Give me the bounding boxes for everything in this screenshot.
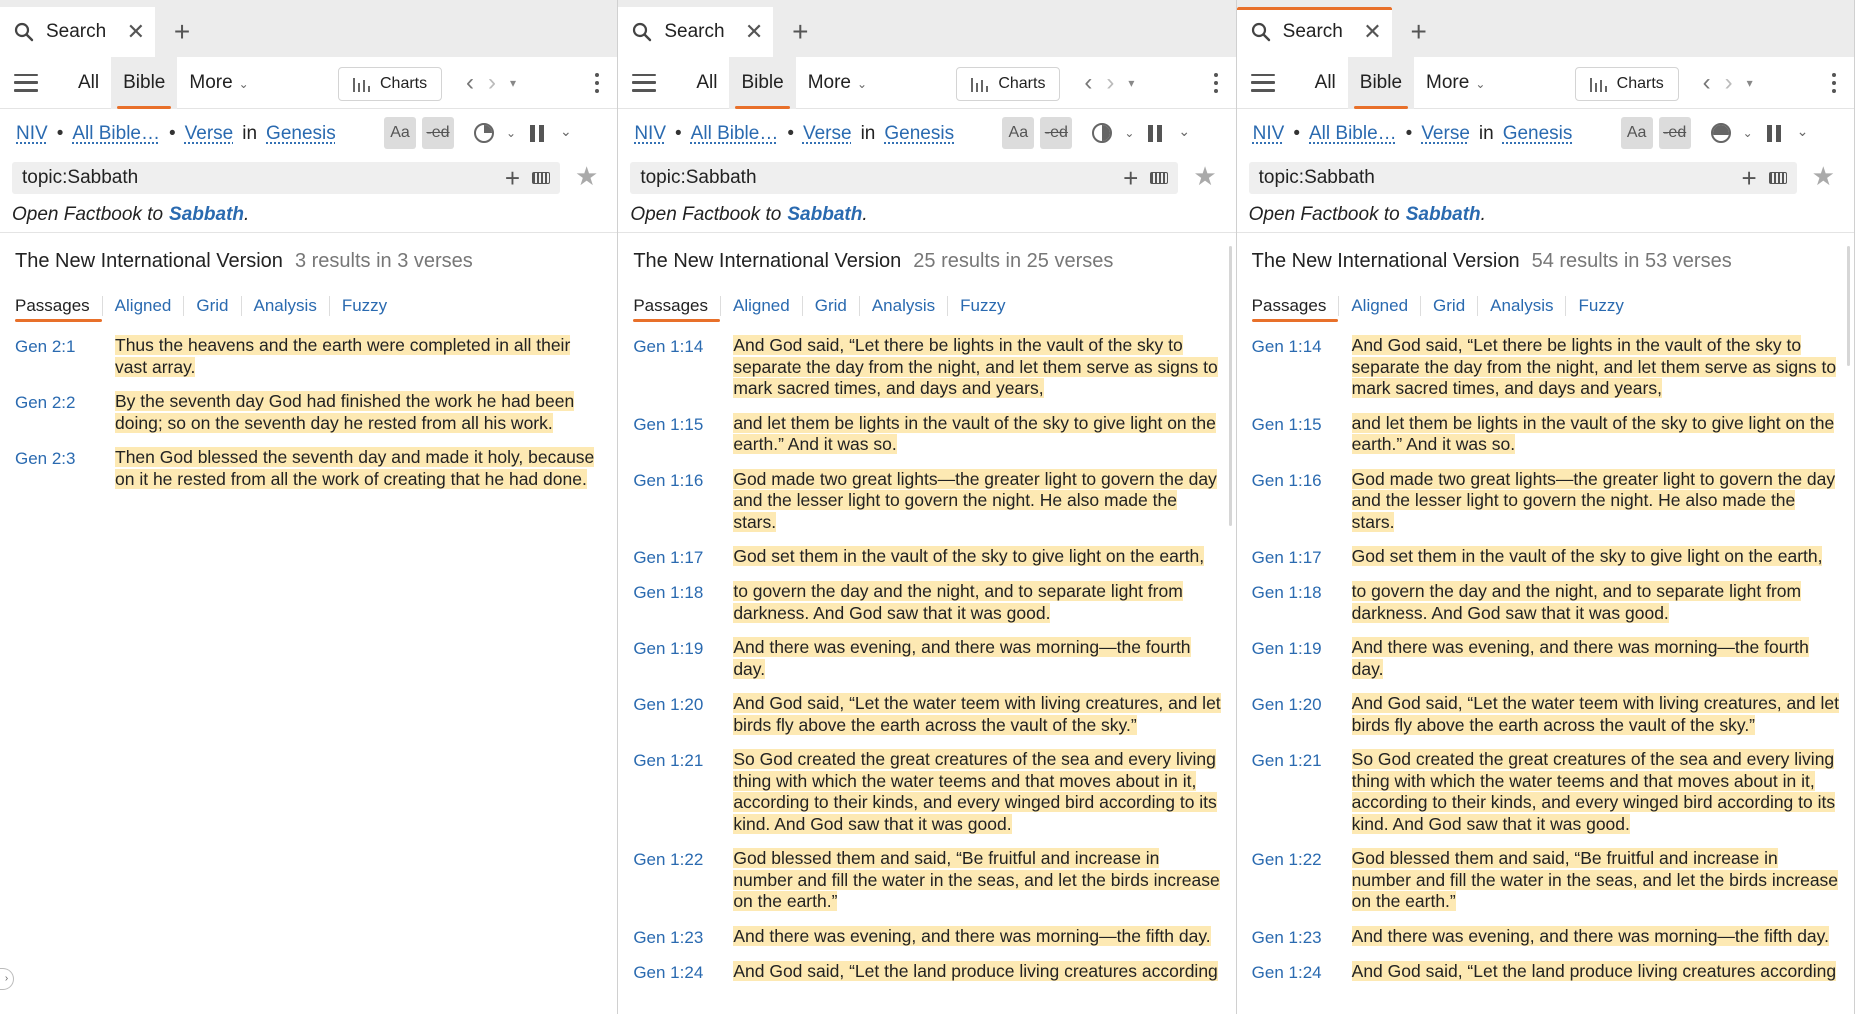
tab-bar xyxy=(1237,0,1854,57)
verse-highlight[interactable]: God made two great lights—the greater light to govern the day and the lesser light to govern the night. He also made the stars. xyxy=(1351,468,1836,532)
verse-highlight[interactable]: By the seventh day God had finished the work he had been doing; so on the seventh day he rested from all his work. xyxy=(115,391,575,433)
view-tab-passages[interactable]: Passages xyxy=(15,296,102,316)
result-row xyxy=(15,447,609,490)
history-dropdown-icon[interactable]: ▾ xyxy=(1128,76,1135,90)
results-header xyxy=(618,233,1235,285)
result-row xyxy=(633,413,1227,456)
history-dropdown-icon[interactable]: ▾ xyxy=(510,76,517,90)
add-icon[interactable]: + xyxy=(1741,163,1757,193)
in-label: in xyxy=(1478,123,1494,144)
pause-icon[interactable] xyxy=(1767,125,1781,142)
verse-reference-link[interactable]: Gen 1:15 xyxy=(1251,414,1322,434)
view-tab-fuzzy[interactable]: Fuzzy xyxy=(1565,296,1635,316)
verse-highlight[interactable]: And there was evening, and there was morning—the fifth day. xyxy=(733,925,1211,946)
verse-reference-link[interactable]: Gen 1:24 xyxy=(1251,962,1322,982)
search-row xyxy=(1237,159,1854,197)
factbook-topic-link[interactable]: Sabbath xyxy=(787,203,863,225)
pause-icon[interactable] xyxy=(1148,125,1162,142)
verse-reference-link[interactable]: Gen 2:2 xyxy=(15,393,76,412)
search-icon xyxy=(14,22,34,42)
nav-bible[interactable]: Bible xyxy=(111,57,177,109)
unit-link[interactable]: Verse xyxy=(184,123,234,144)
bar-chart-icon xyxy=(353,76,370,92)
verse-text xyxy=(1352,469,1846,534)
verse-text xyxy=(115,335,609,378)
results-count: 54 results in 53 verses xyxy=(1531,250,1732,272)
collection-link[interactable]: All Bible… xyxy=(690,123,779,144)
verse-text xyxy=(733,413,1227,456)
nav-more[interactable] xyxy=(796,57,879,109)
unit-link[interactable]: Verse xyxy=(1421,123,1470,144)
result-row xyxy=(1252,413,1846,456)
verse-text xyxy=(1352,546,1846,568)
verse-reference-link[interactable]: Gen 1:18 xyxy=(633,583,704,602)
result-row xyxy=(1252,546,1846,568)
charts-button[interactable] xyxy=(338,67,442,101)
pause-icon[interactable] xyxy=(530,125,544,142)
verse-text xyxy=(733,848,1227,913)
pie-chart-icon[interactable] xyxy=(474,123,494,143)
version-link[interactable]: NIV xyxy=(1252,123,1285,144)
factbook-topic-link[interactable]: Sabbath xyxy=(1405,203,1481,225)
search-input[interactable] xyxy=(12,162,560,194)
verse-reference-link[interactable]: Gen 1:17 xyxy=(1251,548,1322,567)
verse-reference-link[interactable]: Gen 1:18 xyxy=(1251,583,1322,602)
verse-text xyxy=(115,391,609,434)
verse-text xyxy=(733,335,1227,400)
search-scope xyxy=(1237,109,1854,159)
result-row xyxy=(1252,469,1846,534)
close-icon[interactable]: ✕ xyxy=(1363,19,1382,44)
result-row xyxy=(633,693,1227,736)
results-count: 25 results in 25 verses xyxy=(913,250,1114,272)
history-nav xyxy=(1703,57,1753,109)
verse-reference-link[interactable]: Gen 2:3 xyxy=(15,449,76,468)
verse-reference-link[interactable]: Gen 1:21 xyxy=(1251,751,1322,770)
bullet-separator: • xyxy=(1405,123,1413,144)
new-tab-button[interactable]: + xyxy=(173,16,191,47)
verse-highlight[interactable]: And God said, “Let the land produce living creatures according xyxy=(1351,960,1837,981)
result-row xyxy=(633,546,1227,568)
view-tab-analysis[interactable]: Analysis xyxy=(859,296,947,316)
result-row xyxy=(633,637,1227,680)
pie-chart-icon[interactable] xyxy=(1092,123,1112,143)
add-icon[interactable]: + xyxy=(1123,163,1139,193)
factbook-topic-link[interactable]: Sabbath xyxy=(169,203,244,225)
view-tab-aligned[interactable]: Aligned xyxy=(720,296,802,316)
nav-all[interactable]: All xyxy=(1314,71,1336,93)
back-icon[interactable]: ‹ xyxy=(466,69,474,96)
results-header xyxy=(0,233,617,285)
chevron-down-icon: ⌄ xyxy=(1475,76,1486,91)
match-case-toggle[interactable]: Aa xyxy=(1621,117,1653,149)
add-icon[interactable]: + xyxy=(504,163,520,193)
verse-reference-link[interactable]: Gen 1:23 xyxy=(633,927,704,947)
menu-icon[interactable] xyxy=(632,74,656,92)
nav-bible[interactable]: Bible xyxy=(1348,57,1414,109)
result-row xyxy=(633,749,1227,835)
factbook-prefix: Open Factbook to xyxy=(12,203,164,225)
result-row xyxy=(633,581,1227,624)
verse-highlight[interactable]: to govern the day and the night, and to separate light from darkness. And God saw that it was good. xyxy=(733,581,1183,623)
result-row xyxy=(633,848,1227,913)
verse-text xyxy=(733,581,1227,624)
verse-highlight[interactable]: God blessed them and said, “Be fruitful and increase in number and fill the water in the seas, and let the birds increase on the earth.” xyxy=(733,848,1220,911)
factbook-suggestion xyxy=(0,197,617,233)
verse-highlight[interactable]: And God said, “Let the land produce living creatures according xyxy=(733,960,1218,981)
verse-text xyxy=(733,546,1227,568)
chevron-down-icon[interactable]: ⌄ xyxy=(1178,123,1191,139)
more-options-icon[interactable] xyxy=(1214,73,1218,93)
verse-text xyxy=(733,926,1227,948)
verse-text xyxy=(1352,413,1846,456)
chevron-down-icon[interactable]: ⌄ xyxy=(1796,123,1809,139)
nav-all[interactable]: All xyxy=(78,71,100,93)
verse-text xyxy=(1352,581,1846,624)
results-count: 3 results in 3 verses xyxy=(294,250,473,272)
close-icon[interactable]: ✕ xyxy=(126,19,145,44)
match-case-toggle[interactable]: Aa xyxy=(1002,117,1034,149)
result-row xyxy=(633,469,1227,534)
view-tab-passages[interactable]: Passages xyxy=(633,296,720,316)
view-tab-grid[interactable]: Grid xyxy=(183,296,240,316)
verse-highlight[interactable]: Thus the heavens and the earth were completed in all their vast array. xyxy=(115,335,571,377)
version-title: The New International Version xyxy=(15,250,283,272)
tab-bar xyxy=(618,0,1235,57)
verse-reference-link[interactable]: Gen 1:21 xyxy=(633,751,704,770)
verse-highlight[interactable]: God blessed them and said, “Be fruitful and increase in number and fill the water in the seas, and let the birds increase on the earth.” xyxy=(1351,848,1839,911)
collection-link[interactable]: All Bible… xyxy=(1309,123,1397,144)
verse-highlight[interactable]: Then God blessed the seventh day and made it holy, because on it he rested from all the work of creating that he had done. xyxy=(115,447,595,489)
keyboard-icon[interactable] xyxy=(1150,172,1168,184)
result-row xyxy=(1252,926,1846,948)
close-icon[interactable]: ✕ xyxy=(744,19,764,44)
charts-label: Charts xyxy=(998,75,1046,92)
verse-highlight[interactable]: and let them be lights in the vault of the sky to give light on the earth.” And it was so. xyxy=(1351,412,1835,454)
factbook-suffix: . xyxy=(862,203,868,225)
history-dropdown-icon[interactable]: ▾ xyxy=(1746,76,1753,90)
keyboard-icon[interactable] xyxy=(532,172,550,184)
verse-highlight[interactable]: and let them be lights in the vault of the sky to give light on the earth.” And it was so. xyxy=(733,412,1216,454)
result-row xyxy=(1252,693,1846,736)
bullet-separator: • xyxy=(56,123,64,144)
result-row xyxy=(633,926,1227,948)
verse-reference-link[interactable]: Gen 1:16 xyxy=(1251,470,1322,490)
verse-text xyxy=(1352,749,1846,835)
search-icon xyxy=(632,22,652,42)
verse-reference-link[interactable]: Gen 1:22 xyxy=(1251,850,1322,869)
bullet-separator: • xyxy=(1293,123,1300,144)
star-icon[interactable]: ★ xyxy=(575,161,599,191)
result-row xyxy=(1252,581,1846,624)
in-label: in xyxy=(860,123,876,144)
verse-text xyxy=(1352,848,1846,913)
view-tab-fuzzy[interactable]: Fuzzy xyxy=(329,296,399,316)
in-label: in xyxy=(242,123,258,144)
view-tab-fuzzy[interactable]: Fuzzy xyxy=(947,296,1017,316)
verse-highlight[interactable]: God made two great lights—the greater light to govern the day and the lesser light to govern the night. He also made the stars. xyxy=(733,468,1217,532)
result-row xyxy=(633,961,1227,983)
nav-bible[interactable]: Bible xyxy=(729,57,795,109)
toolbar xyxy=(1237,57,1854,109)
back-icon[interactable]: ‹ xyxy=(1702,69,1711,96)
view-tabs xyxy=(0,285,617,327)
factbook-suggestion xyxy=(618,197,1235,233)
results-list xyxy=(0,327,617,490)
tab-title: Search xyxy=(664,21,725,42)
charts-button[interactable] xyxy=(1575,67,1679,101)
chevron-down-icon[interactable]: ⌄ xyxy=(1742,126,1753,140)
chevron-down-icon: ⌄ xyxy=(857,76,868,91)
verse-text xyxy=(733,749,1227,835)
search-query: topic:Sabbath xyxy=(22,167,139,188)
result-row xyxy=(1252,637,1846,680)
view-tabs xyxy=(1237,285,1854,327)
verse-reference-link[interactable]: Gen 1:24 xyxy=(633,962,704,982)
charts-button[interactable] xyxy=(956,67,1060,101)
search-scope xyxy=(618,109,1235,159)
pie-chart-icon[interactable] xyxy=(1711,123,1731,143)
bar-chart-icon xyxy=(1590,76,1607,92)
verse-reference-link[interactable]: Gen 1:15 xyxy=(633,414,704,434)
chevron-down-icon[interactable]: ⌄ xyxy=(506,126,517,140)
search-options xyxy=(1621,117,1753,149)
search-query: topic:Sabbath xyxy=(640,167,757,188)
search-scope xyxy=(0,109,617,159)
verse-reference-link[interactable]: Gen 1:17 xyxy=(633,548,704,567)
verse-reference-link[interactable]: Gen 1:23 xyxy=(1251,927,1322,947)
search-panel xyxy=(1237,0,1855,1014)
view-tab-analysis[interactable]: Analysis xyxy=(241,296,329,316)
verse-highlight[interactable]: And God said, “Let there be lights in the vault of the sky to separate the day from the night, and let them serve as signs to mark sacred times, and days and years, xyxy=(1351,335,1837,398)
result-row xyxy=(15,391,609,434)
nav-more[interactable] xyxy=(177,57,260,109)
view-tab-passages[interactable]: Passages xyxy=(1252,296,1339,316)
verse-reference-link[interactable]: Gen 1:14 xyxy=(1251,337,1322,356)
verse-reference-link[interactable]: Gen 1:20 xyxy=(1251,695,1322,714)
search-panel xyxy=(0,0,618,1014)
result-row xyxy=(633,335,1227,400)
verse-highlight[interactable]: And God said, “Let the water teem with living creatures, and let birds fly above the earth across the vault of the sky.” xyxy=(733,693,1221,735)
charts-label: Charts xyxy=(1616,75,1664,92)
scrollbar[interactable] xyxy=(1847,246,1850,366)
results-header xyxy=(1237,233,1854,285)
star-icon[interactable]: ★ xyxy=(1811,161,1835,191)
tab-search[interactable] xyxy=(1237,7,1392,57)
chevron-down-icon: ⌄ xyxy=(238,76,249,91)
result-row xyxy=(1252,961,1846,983)
factbook-suggestion xyxy=(1237,197,1854,233)
results-list xyxy=(1237,327,1854,983)
book-link[interactable]: Genesis xyxy=(884,123,955,144)
verse-reference-link[interactable]: Gen 2:1 xyxy=(15,337,76,356)
more-options-icon[interactable] xyxy=(1832,73,1836,93)
verse-text xyxy=(1352,926,1846,948)
book-link[interactable]: Genesis xyxy=(266,123,336,144)
results-list xyxy=(618,327,1235,983)
history-nav xyxy=(1084,57,1134,109)
verse-highlight[interactable]: And there was evening, and there was morning—the fourth day. xyxy=(733,637,1191,679)
verse-text xyxy=(1352,693,1846,736)
verse-highlight[interactable]: So God created the great creatures of the sea and every living thing with which the water teems and that moves about in it, according to their kinds, and every winged bird according to its kind. And God saw that it was good. xyxy=(1351,749,1836,834)
match-case-toggle[interactable]: Aa xyxy=(384,117,416,149)
collection-link[interactable]: All Bible… xyxy=(72,123,160,144)
search-query: topic:Sabbath xyxy=(1258,167,1375,188)
factbook-suffix: . xyxy=(244,203,250,225)
bullet-separator: • xyxy=(675,123,682,144)
factbook-suffix: . xyxy=(1480,203,1486,225)
view-tab-grid[interactable]: Grid xyxy=(1420,296,1477,316)
match-forms-toggle[interactable]: -ed xyxy=(1659,117,1691,149)
verse-reference-link[interactable]: Gen 1:16 xyxy=(633,470,704,490)
verse-text xyxy=(733,637,1227,680)
new-tab-button[interactable]: + xyxy=(792,16,809,47)
result-row xyxy=(1252,749,1846,835)
verse-text xyxy=(733,693,1227,736)
tab-bar xyxy=(0,0,617,57)
book-link[interactable]: Genesis xyxy=(1502,123,1573,144)
verse-text xyxy=(115,447,609,490)
tab-title: Search xyxy=(46,21,107,42)
verse-highlight[interactable]: to govern the day and the night, and to separate light from darkness. And God saw that it was good. xyxy=(1351,581,1802,623)
verse-text xyxy=(1352,637,1846,680)
verse-highlight[interactable]: And God said, “Let there be lights in the vault of the sky to separate the day from the night, and let them serve as signs to mark sacred times, and days and years, xyxy=(733,335,1218,398)
verse-highlight[interactable]: And there was evening, and there was morning—the fourth day. xyxy=(1351,637,1809,679)
more-options-icon[interactable] xyxy=(595,73,599,93)
verse-text xyxy=(1352,961,1846,983)
expand-sidebar-icon[interactable]: › xyxy=(0,968,14,990)
match-forms-toggle[interactable]: -ed xyxy=(1040,117,1072,149)
search-row xyxy=(618,159,1235,197)
forward-icon[interactable]: › xyxy=(1724,69,1733,96)
verse-highlight[interactable]: And there was evening, and there was morning—the fifth day. xyxy=(1351,925,1829,946)
toolbar xyxy=(618,57,1235,109)
version-link[interactable]: NIV xyxy=(634,123,667,144)
forward-icon[interactable]: › xyxy=(488,69,496,96)
search-options xyxy=(384,117,516,149)
verse-text xyxy=(733,469,1227,534)
verse-highlight[interactable]: God set them in the vault of the sky to give light on the earth, xyxy=(733,546,1205,566)
forward-icon[interactable]: › xyxy=(1106,69,1115,96)
factbook-prefix: Open Factbook to xyxy=(1248,203,1400,225)
menu-icon[interactable] xyxy=(14,74,38,92)
search-input[interactable] xyxy=(1249,162,1797,194)
search-options xyxy=(1002,117,1134,149)
version-link[interactable]: NIV xyxy=(16,123,48,144)
verse-highlight[interactable]: And God said, “Let the water teem with living creatures, and let birds fly above the earth across the vault of the sky.” xyxy=(1351,693,1839,735)
view-tab-grid[interactable]: Grid xyxy=(802,296,859,316)
verse-reference-link[interactable]: Gen 1:20 xyxy=(633,695,704,714)
nav-more-label: More xyxy=(189,71,233,93)
nav-more-label: More xyxy=(807,71,851,93)
bar-chart-icon xyxy=(971,76,988,92)
view-tab-analysis[interactable]: Analysis xyxy=(1477,296,1565,316)
verse-reference-link[interactable]: Gen 1:14 xyxy=(633,337,704,356)
verse-reference-link[interactable]: Gen 1:19 xyxy=(1251,639,1322,658)
view-tab-aligned[interactable]: Aligned xyxy=(1338,296,1420,316)
search-row xyxy=(0,159,617,197)
match-forms-toggle[interactable]: -ed xyxy=(422,117,454,149)
result-row xyxy=(1252,335,1846,400)
tab-title: Search xyxy=(1282,21,1343,42)
new-tab-button[interactable]: + xyxy=(1410,16,1427,47)
nav-more[interactable] xyxy=(1414,57,1497,109)
nav-more-label: More xyxy=(1426,71,1470,93)
chevron-down-icon[interactable]: ⌄ xyxy=(560,123,572,139)
keyboard-icon[interactable] xyxy=(1769,172,1787,184)
verse-highlight[interactable]: So God created the great creatures of the sea and every living thing with which the water teems and that moves about in it, according to their kinds, and every winged bird according to its kind. And God saw that it was good. xyxy=(733,749,1217,834)
verse-text xyxy=(1352,335,1846,400)
verse-reference-link[interactable]: Gen 1:22 xyxy=(633,850,704,869)
tab-search[interactable] xyxy=(0,7,155,57)
verse-text xyxy=(733,961,1227,983)
view-tabs xyxy=(618,285,1235,327)
search-icon xyxy=(1251,22,1271,42)
chevron-down-icon[interactable]: ⌄ xyxy=(1124,126,1135,140)
verse-reference-link[interactable]: Gen 1:19 xyxy=(633,639,704,658)
charts-label: Charts xyxy=(380,75,428,92)
toolbar xyxy=(0,57,617,109)
tab-search[interactable] xyxy=(618,7,773,57)
result-row xyxy=(15,335,609,378)
bullet-separator: • xyxy=(169,123,176,144)
result-row xyxy=(1252,848,1846,913)
search-panel xyxy=(618,0,1236,1014)
version-title: The New International Version xyxy=(633,250,902,272)
verse-highlight[interactable]: God set them in the vault of the sky to give light on the earth, xyxy=(1351,546,1823,566)
history-nav xyxy=(466,57,516,109)
bullet-separator: • xyxy=(787,123,794,144)
scrollbar[interactable] xyxy=(1229,246,1232,526)
version-title: The New International Version xyxy=(1251,250,1520,272)
factbook-prefix: Open Factbook to xyxy=(630,203,782,225)
star-icon[interactable]: ★ xyxy=(1193,161,1217,191)
unit-link[interactable]: Verse xyxy=(802,123,852,144)
search-input[interactable] xyxy=(630,162,1178,194)
view-tab-aligned[interactable]: Aligned xyxy=(102,296,184,316)
back-icon[interactable]: ‹ xyxy=(1084,69,1093,96)
menu-icon[interactable] xyxy=(1251,74,1275,92)
nav-all[interactable]: All xyxy=(696,71,718,93)
